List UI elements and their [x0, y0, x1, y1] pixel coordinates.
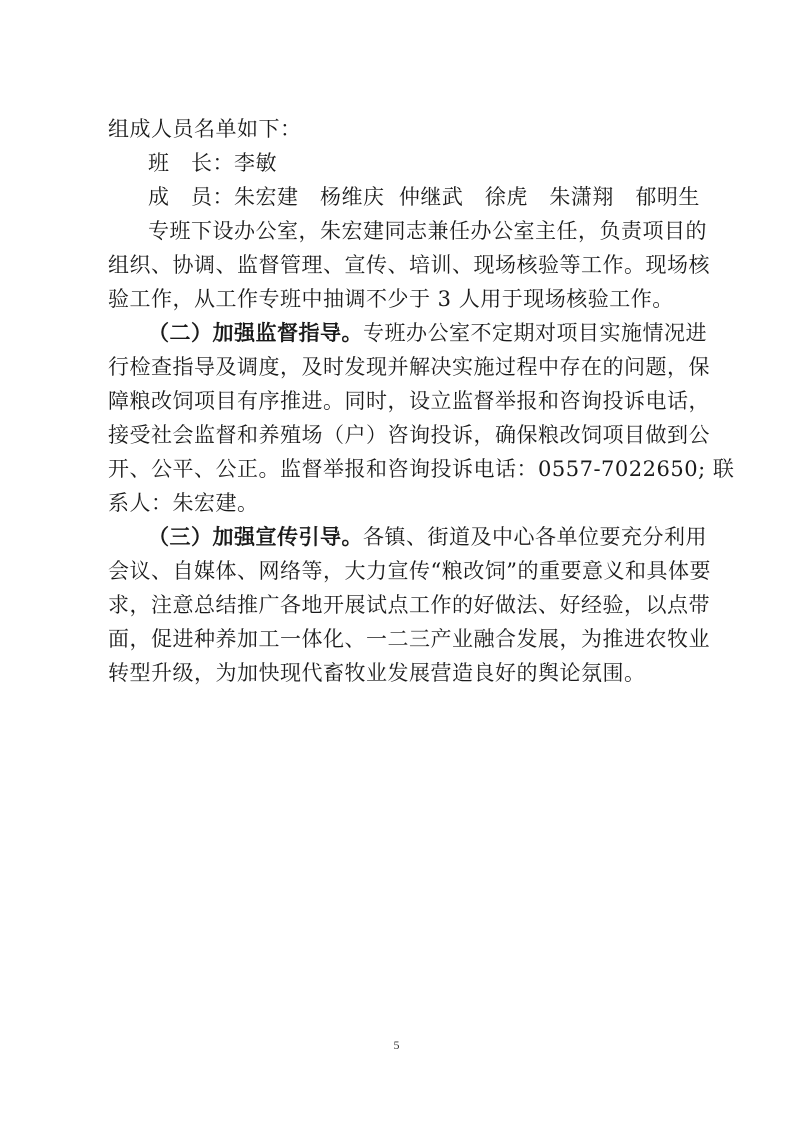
page-number: 5: [393, 1038, 400, 1052]
section2-line-4: 接受社会监督和养殖场（户）咨询投诉，确保粮改饲项目做到公: [108, 423, 710, 447]
section2-first-line: [148, 318, 707, 348]
section2-heading: （二）加强监督指导。: [148, 320, 363, 345]
members-label: 成 员：: [148, 185, 234, 209]
section3-heading: （三）加强宣传引导。: [148, 524, 363, 549]
section3-first-line: [148, 522, 707, 552]
members-names: 朱宏建 杨维庆 仲继武 徐虎 朱潇翔 郁明生: [234, 185, 700, 209]
members-line: [148, 182, 700, 212]
section3-line-2: 会议、自媒体、网络等，大力宣传“粮改饲”的重要意义和具体要: [108, 559, 711, 583]
office-para-line-2: 组织、协调、监督管理、宣传、培训、现场核验等工作。现场核: [108, 253, 710, 277]
section2-line-1: 专班办公室不定期对项目实施情况进: [363, 321, 707, 345]
office-para-line-3: 验工作，从工作专班中抽调不少于 3 人用于现场核验工作。: [108, 287, 674, 311]
team-intro: 组成人员名单如下：: [108, 117, 302, 141]
leader-label: 班 长：: [148, 151, 234, 175]
section2-line-2: 行检查指导及调度，及时发现并解决实施过程中存在的问题，保: [108, 355, 710, 379]
section3-line-1: 各镇、街道及中心各单位要充分利用: [363, 525, 707, 549]
section2-line-3: 障粮改饲项目有序推进。同时，设立监督举报和咨询投诉电话，: [108, 389, 710, 413]
leader-line: [148, 148, 277, 178]
office-para-line-1: 专班下设办公室，朱宏建同志兼任办公室主任，负责项目的: [148, 219, 707, 243]
section3-line-3: 求，注意总结推广各地开展试点工作的好做法、好经验，以点带: [108, 593, 710, 617]
section3-line-4: 面，促进种养加工一体化、一二三产业融合发展，为推进农牧业: [108, 627, 710, 651]
section3-line-5: 转型升级，为加快现代畜牧业发展营造良好的舆论氛围。: [108, 661, 646, 685]
section2-line-5: 开、公平、公正。监督举报和咨询投诉电话：0557-7022650; 联: [108, 457, 735, 481]
section2-line-6: 系人：朱宏建。: [108, 491, 259, 515]
leader-name: 李敏: [234, 151, 277, 175]
